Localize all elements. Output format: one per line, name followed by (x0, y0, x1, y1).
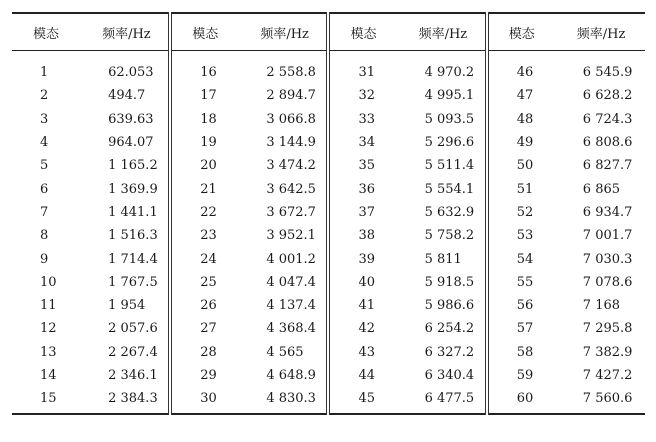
mode-number-cell: 57 (487, 317, 555, 340)
table-row (12, 294, 645, 317)
frequency-cell: 3 672.7 (266, 204, 316, 220)
frequency-cell: 1 714.4 (108, 251, 158, 267)
frequency-cell: 7 427.2 (582, 368, 633, 383)
table-row (12, 84, 645, 107)
mode-number-cell: 46 (487, 51, 555, 85)
frequency-cell: 2 558.8 (266, 65, 316, 81)
frequency-cell: 5 511.4 (424, 158, 475, 174)
mode-number-cell: 19 (170, 131, 238, 154)
frequency-cell: 2 894.7 (266, 88, 316, 104)
mode-number-cell: 30 (170, 387, 238, 414)
header-freq-4: 频率/Hz (555, 13, 645, 51)
mode-number-cell: 15 (12, 387, 80, 414)
table-row (12, 341, 645, 364)
mode-number-cell: 39 (328, 247, 396, 270)
frequency-cell: 4 368.4 (266, 321, 316, 337)
mode-number-cell: 33 (328, 108, 396, 131)
mode-number-cell: 2 (40, 88, 49, 104)
frequency-cell: 4 001.2 (266, 251, 316, 267)
mode-number-cell: 58 (487, 341, 555, 364)
frequency-cell: 1 165.2 (108, 158, 158, 174)
table-row (12, 131, 645, 154)
table-row (12, 387, 645, 414)
mode-number-cell: 34 (328, 131, 396, 154)
mode-number-cell: 59 (487, 364, 555, 387)
mode-number-cell: 20 (170, 154, 238, 177)
frequency-cell: 7 168 (582, 298, 621, 314)
frequency-cell: 1 441.1 (108, 204, 158, 220)
header-freq-2: 频率/Hz (238, 13, 328, 51)
frequency-cell: 3 144.9 (266, 135, 316, 151)
mode-number-cell: 26 (170, 294, 238, 317)
frequency-cell: 5 758.2 (424, 228, 475, 244)
mode-number-cell: 47 (487, 84, 555, 107)
frequency-cell: 2 346.1 (108, 368, 158, 383)
frequency-cell: 4 137.4 (266, 298, 316, 314)
table-row (12, 154, 645, 177)
frequency-cell: 6 808.6 (582, 135, 633, 151)
mode-number-cell: 1 (40, 65, 49, 81)
frequency-cell: 2 384.3 (80, 387, 170, 414)
mode-number-cell: 3 (40, 111, 49, 127)
frequency-cell: 494.7 (108, 88, 146, 104)
mode-number-cell: 22 (170, 201, 238, 224)
table-body (12, 51, 645, 415)
table-row (12, 224, 645, 247)
frequency-cell: 6 254.2 (424, 321, 475, 337)
frequency-cell: 7 078.6 (582, 274, 633, 290)
frequency-cell: 7 382.9 (582, 344, 633, 360)
frequency-cell: 6 340.4 (424, 368, 475, 383)
mode-number-cell: 5 (40, 158, 49, 174)
mode-number-cell: 52 (487, 201, 555, 224)
table-row (12, 51, 645, 85)
mode-number-cell: 13 (40, 344, 57, 360)
table-header (12, 13, 645, 51)
mode-number-cell: 23 (170, 224, 238, 247)
frequency-cell: 5 093.5 (424, 111, 475, 127)
mode-number-cell: 8 (40, 228, 49, 244)
mode-number-cell: 54 (487, 247, 555, 270)
frequency-cell: 1 954 (108, 298, 146, 314)
mode-number-cell: 45 (328, 387, 396, 414)
frequency-cell: 2 267.4 (108, 344, 158, 360)
table-row (12, 201, 645, 224)
mode-number-cell: 37 (328, 201, 396, 224)
header-freq-3: 频率/Hz (397, 13, 487, 51)
mode-number-cell: 14 (40, 368, 57, 383)
frequency-cell: 6 477.5 (397, 387, 487, 414)
mode-number-cell: 12 (40, 321, 57, 337)
table-row (12, 177, 645, 200)
header-mode-3: 模态 (328, 13, 396, 51)
header-mode-4: 模态 (487, 13, 555, 51)
mode-number-cell: 18 (170, 108, 238, 131)
frequency-cell: 5 632.9 (424, 204, 475, 220)
mode-number-cell: 28 (170, 341, 238, 364)
table-row (12, 317, 645, 340)
frequency-cell: 7 030.3 (582, 251, 633, 267)
mode-number-cell: 44 (328, 364, 396, 387)
mode-number-cell: 24 (170, 247, 238, 270)
modal-frequency-table (12, 12, 645, 415)
mode-number-cell: 40 (328, 271, 396, 294)
header-row (12, 13, 645, 51)
mode-number-cell: 11 (40, 298, 57, 314)
frequency-cell: 5 296.6 (424, 135, 475, 151)
frequency-cell: 4 047.4 (266, 274, 316, 290)
mode-number-cell: 4 (40, 135, 49, 151)
frequency-cell: 5 554.1 (424, 181, 475, 197)
frequency-cell: 4 830.3 (238, 387, 328, 414)
frequency-cell: 62.053 (108, 65, 154, 81)
mode-number-cell: 41 (328, 294, 396, 317)
frequency-cell: 6 724.3 (582, 111, 633, 127)
mode-number-cell: 35 (328, 154, 396, 177)
mode-number-cell: 6 (40, 181, 49, 197)
frequency-cell: 5 811 (424, 251, 462, 267)
frequency-cell: 6 545.9 (582, 65, 633, 81)
frequency-cell: 4 565 (266, 344, 304, 360)
frequency-cell: 6 827.7 (582, 158, 633, 174)
mode-number-cell: 10 (40, 274, 57, 290)
mode-number-cell: 56 (487, 294, 555, 317)
frequency-cell: 3 066.8 (266, 111, 316, 127)
mode-number-cell: 21 (170, 177, 238, 200)
mode-number-cell: 31 (328, 51, 396, 85)
mode-number-cell: 53 (487, 224, 555, 247)
header-mode-2: 模态 (170, 13, 238, 51)
frequency-cell: 4 648.9 (266, 368, 316, 383)
mode-number-cell: 36 (328, 177, 396, 200)
table-row (12, 247, 645, 270)
mode-number-cell: 60 (487, 387, 555, 414)
frequency-cell: 1 516.3 (108, 228, 158, 244)
frequency-cell: 7 001.7 (582, 228, 633, 244)
table-row (12, 271, 645, 294)
frequency-cell: 3 642.5 (266, 181, 316, 197)
table-row (12, 364, 645, 387)
header-mode-1: 模态 (12, 13, 80, 51)
frequency-cell: 7 295.8 (582, 321, 633, 337)
frequency-cell: 964.07 (108, 135, 154, 151)
frequency-cell: 6 327.2 (424, 344, 475, 360)
mode-number-cell: 17 (170, 84, 238, 107)
mode-number-cell: 49 (487, 131, 555, 154)
mode-number-cell: 55 (487, 271, 555, 294)
frequency-cell: 6 934.7 (582, 204, 633, 220)
frequency-cell: 1 767.5 (108, 274, 158, 290)
mode-number-cell: 29 (170, 364, 238, 387)
mode-number-cell: 38 (328, 224, 396, 247)
mode-number-cell: 32 (328, 84, 396, 107)
frequency-cell: 7 560.6 (555, 387, 645, 414)
header-freq-1: 频率/Hz (80, 13, 170, 51)
frequency-cell: 6 628.2 (582, 88, 633, 104)
mode-number-cell: 25 (170, 271, 238, 294)
mode-number-cell: 42 (328, 317, 396, 340)
frequency-cell: 4 970.2 (424, 65, 475, 81)
frequency-cell: 4 995.1 (424, 88, 475, 104)
frequency-cell: 639.63 (108, 111, 154, 127)
mode-number-cell: 51 (487, 177, 555, 200)
frequency-cell: 2 057.6 (108, 321, 158, 337)
frequency-cell: 3 952.1 (266, 228, 316, 244)
mode-number-cell: 48 (487, 108, 555, 131)
frequency-cell: 3 474.2 (266, 158, 316, 174)
table-row (12, 108, 645, 131)
mode-number-cell: 7 (40, 204, 49, 220)
mode-number-cell: 27 (170, 317, 238, 340)
frequency-cell: 5 918.5 (424, 274, 475, 290)
mode-number-cell: 43 (328, 341, 396, 364)
mode-number-cell: 16 (170, 51, 238, 85)
mode-number-cell: 9 (40, 251, 49, 267)
frequency-cell: 5 986.6 (424, 298, 475, 314)
mode-number-cell: 50 (487, 154, 555, 177)
frequency-cell: 6 865 (582, 181, 621, 197)
frequency-cell: 1 369.9 (108, 181, 158, 197)
